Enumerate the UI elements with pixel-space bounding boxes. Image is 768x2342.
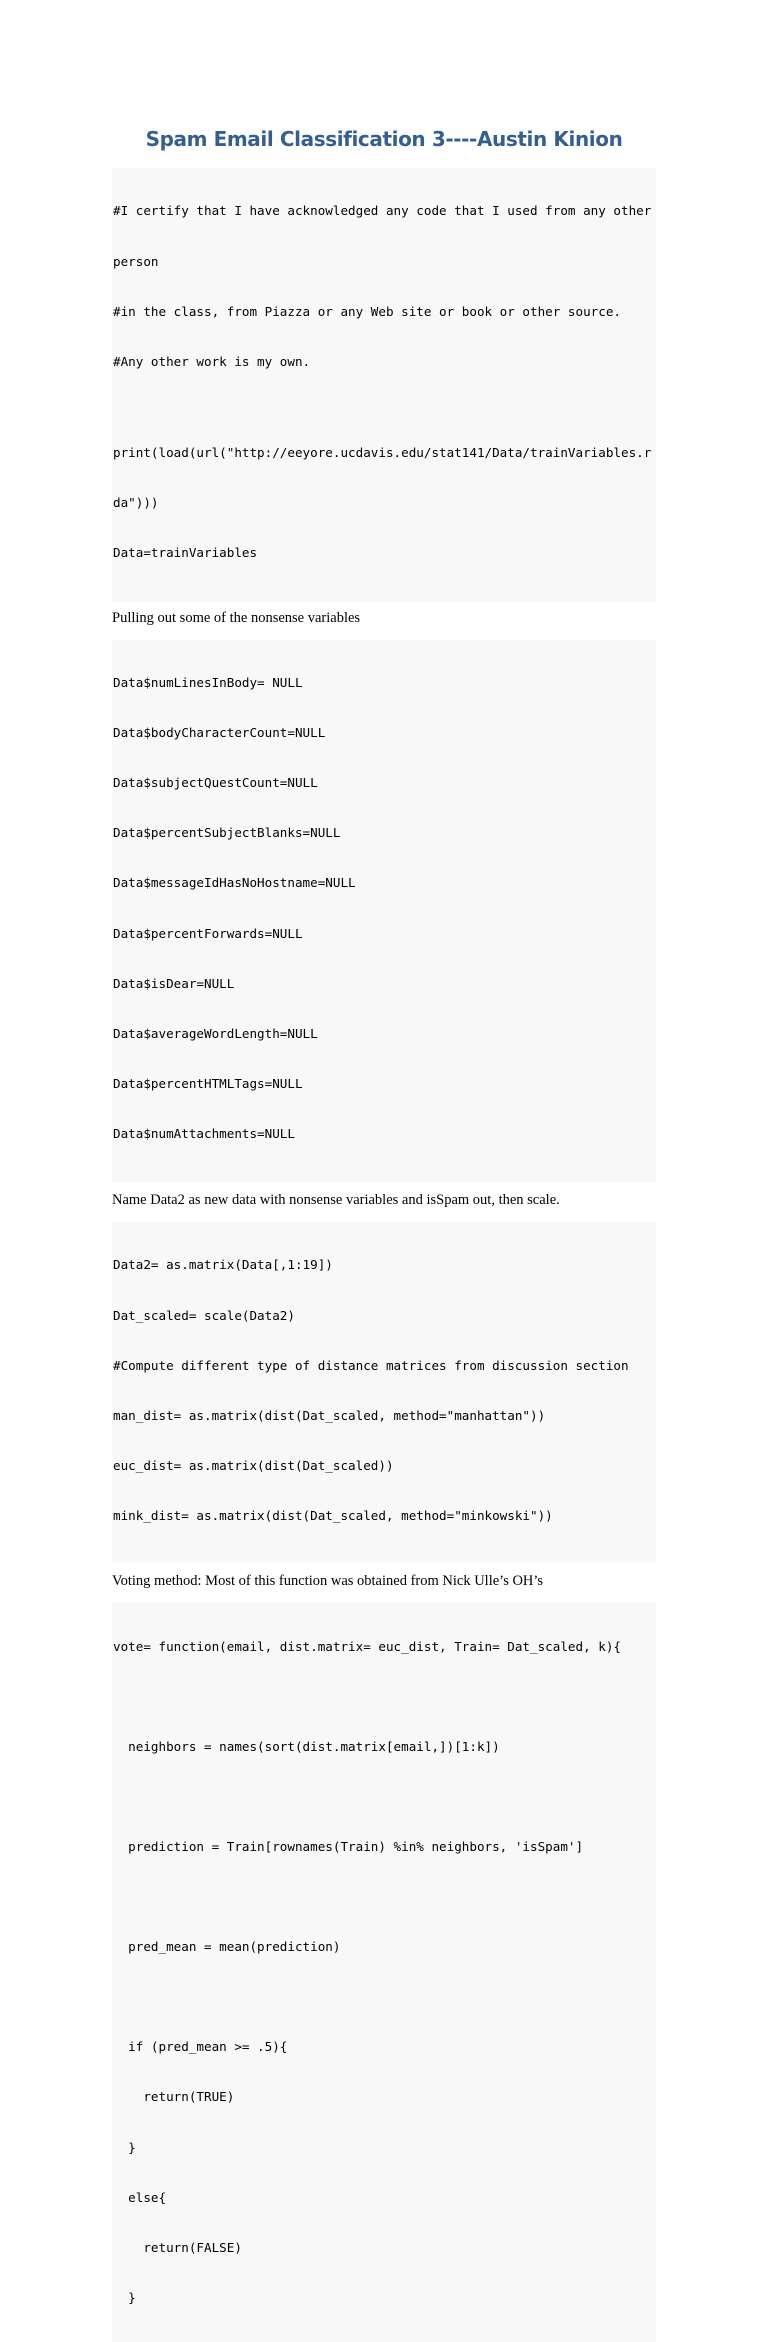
code-line: Data$averageWordLength=NULL (113, 1025, 318, 1041)
code-block-vote (112, 1603, 656, 2342)
paragraph-data2: Name Data2 as new data with nonsense variables and isSpam out, then scale. (112, 1192, 560, 1209)
code-blank-line (113, 1989, 656, 2006)
code-line: person (113, 253, 159, 269)
code-block-nullify (112, 640, 656, 1183)
code-line: #Any other work is my own. (113, 353, 311, 369)
paragraph-voting: Voting method: Most of this function was obtained from Nick Ulle’s OH’s (112, 1573, 544, 1590)
code-line: Data$messageIdHasNoHostname=NULL (113, 875, 356, 891)
code-line: Data$subjectQuestCount=NULL (113, 775, 318, 791)
code-line: print(load(url("http://eeyore.ucdavis.edu/stat141/Data/trainVariables.r (113, 445, 652, 461)
code-line: Data$percentForwards=NULL (113, 925, 303, 941)
code-line: Data$numAttachments=NULL (113, 1125, 295, 1141)
code-line: da"))) (113, 495, 159, 511)
code-line: pred_mean = mean(prediction) (113, 1939, 341, 1955)
code-line: vote= function(email, dist.matrix= euc_dist, Train= Dat_scaled, k){ (113, 1638, 621, 1654)
code-blank-line (113, 1889, 656, 1906)
code-line: Data$percentHTMLTags=NULL (113, 1075, 303, 1091)
code-line: Data2= as.matrix(Data[,1:19]) (113, 1257, 333, 1273)
code-line: neighbors = names(sort(dist.matrix[email,])[1:k]) (113, 1738, 500, 1754)
code-line: return(FALSE) (113, 2239, 242, 2255)
code-line: Data$numLinesInBody= NULL (113, 674, 303, 690)
code-block-certify (112, 168, 656, 408)
code-line: Data=trainVariables (113, 545, 258, 561)
page-title: Spam Email Classification 3----Austin Kinion (145, 127, 623, 151)
code-blank-line (113, 1689, 656, 1706)
document-page (112, 124, 656, 2342)
code-blank-line (113, 1789, 656, 1806)
code-line: } (113, 2139, 136, 2155)
code-line: euc_dist= as.matrix(dist(Dat_scaled)) (113, 1457, 394, 1473)
code-line: #I certify that I have acknowledged any code that I used from any other (113, 203, 652, 219)
code-line: Data$bodyCharacterCount=NULL (113, 725, 326, 741)
paragraph-nonsense: Pulling out some of the nonsense variables (112, 609, 361, 626)
code-line: else{ (113, 2189, 167, 2205)
code-line: Data$percentSubjectBlanks=NULL (113, 825, 341, 841)
code-line: Data$isDear=NULL (113, 975, 235, 991)
code-block-scale (112, 1222, 656, 1563)
code-line: mink_dist= as.matrix(dist(Dat_scaled, method="minkowski")) (113, 1508, 553, 1524)
code-line: Dat_scaled= scale(Data2) (113, 1307, 295, 1323)
code-line: if (pred_mean >= .5){ (113, 2039, 288, 2055)
code-line: } (113, 2289, 136, 2305)
code-line: return(TRUE) (113, 2089, 235, 2105)
code-line: prediction = Train[rownames(Train) %in% neighbors, 'isSpam'] (113, 1838, 584, 1854)
code-line: #Compute different type of distance matrices from discussion section (113, 1357, 629, 1373)
code-line: #in the class, from Piazza or any Web site or book or other source. (113, 303, 621, 319)
code-block-load (112, 412, 656, 602)
code-line: man_dist= as.matrix(dist(Dat_scaled, method="manhattan")) (113, 1407, 546, 1423)
